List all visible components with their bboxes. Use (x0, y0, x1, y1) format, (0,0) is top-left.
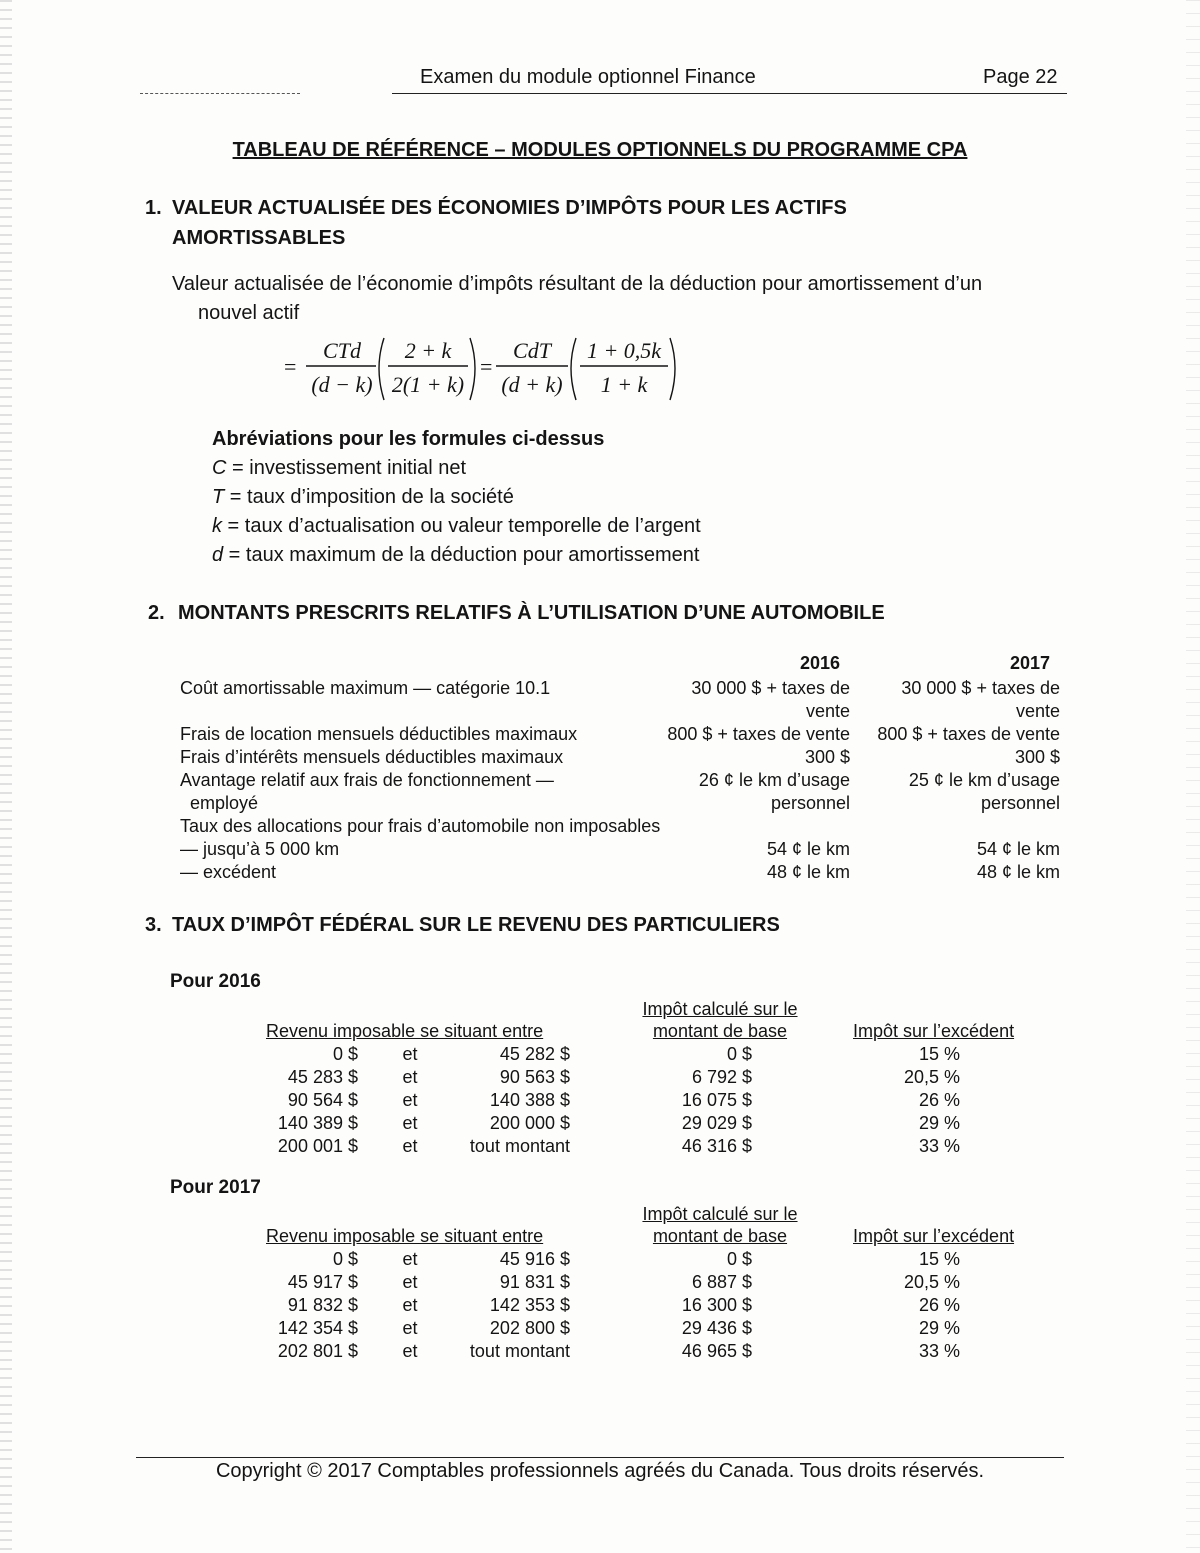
tax-and: et (402, 1067, 418, 1087)
tax-and: et (402, 1044, 418, 1064)
tax-rate: 33 % (918, 1136, 960, 1156)
tax-rate: 15 % (918, 1044, 960, 1064)
tax-rate: 20,5 % (903, 1272, 960, 1292)
auto-row-label: — jusqu’à 5 000 km (180, 839, 340, 859)
formula-num2: 2 + k (404, 338, 452, 363)
auto-row-2017: 800 $ + taxes de vente (877, 724, 1060, 744)
formula-num4: 1 + 0,5k (586, 338, 662, 363)
auto-row-2016: 54 ¢ le km (766, 839, 850, 859)
auto-row-2017: 300 $ (1014, 747, 1060, 767)
main-title: TABLEAU DE RÉFÉRENCE – MODULES OPTIONNELS DU PROGRAMME CPA (232, 139, 968, 161)
section1-number: 1. (145, 197, 162, 219)
tax-from: 45 917 $ (287, 1272, 358, 1292)
formula-equals-2: = (480, 354, 493, 379)
auto-row-2016: 48 ¢ le km (766, 862, 850, 882)
tax-base: 46 316 $ (681, 1136, 752, 1156)
tax-and: et (402, 1113, 418, 1133)
abbreviation-d: d = taux maximum de la déduction pour amortissement (212, 544, 700, 566)
tax-to: 202 800 $ (489, 1318, 570, 1338)
col-base-tax-cont: montant de base (652, 1226, 788, 1246)
tax-base: 46 965 $ (681, 1341, 752, 1361)
tax-base: 16 300 $ (681, 1295, 752, 1315)
abbreviation-k: k = taux d’actualisation ou valeur temporelle de l’argent (212, 515, 701, 537)
col-base-tax-cont: montant de base (652, 1021, 788, 1041)
auto-row-label: Taux des allocations pour frais d’automobile non imposables (180, 816, 661, 836)
section1-intro-line1: Valeur actualisée de l’économie d’impôts résultant de la déduction pour amortissement d’un (172, 273, 983, 295)
col-base-tax: Impôt calculé sur le (642, 999, 798, 1019)
tax-and: et (402, 1295, 418, 1315)
tax-shield-formula (280, 330, 700, 410)
auto-row-2017: 48 ¢ le km (976, 862, 1060, 882)
tax-rate: 26 % (918, 1090, 960, 1110)
tax-from: 0 $ (332, 1044, 358, 1064)
auto-row-2016: 300 $ (804, 747, 850, 767)
tax-to: tout montant (469, 1136, 570, 1156)
copyright: Copyright © 2017 Comptables professionnels agréés du Canada. Tous droits réservés. (215, 1460, 985, 1482)
tax-to: 91 831 $ (499, 1272, 570, 1292)
tax-table-year: Pour 2017 (170, 1177, 261, 1198)
formula-num1: CTd (323, 338, 361, 363)
tax-base: 29 436 $ (681, 1318, 752, 1338)
tax-and: et (402, 1272, 418, 1292)
section3-number: 3. (145, 914, 162, 936)
tax-to: 200 000 $ (489, 1113, 570, 1133)
tax-to: 140 388 $ (489, 1090, 570, 1110)
auto-row-2016-cont: vente (805, 701, 850, 721)
section1-heading-line2: AMORTISSABLES (172, 227, 346, 249)
formula-equals: = (284, 354, 297, 379)
tax-from: 202 801 $ (277, 1341, 358, 1361)
col-taxable-income: Revenu imposable se situant entre (266, 1226, 544, 1246)
section2-heading: MONTANTS PRESCRITS RELATIFS À L’UTILISATION D’UNE AUTOMOBILE (178, 602, 885, 624)
auto-row-2017-cont: vente (1015, 701, 1060, 721)
tax-and: et (402, 1341, 418, 1361)
section3-heading: TAUX D’IMPÔT FÉDÉRAL SUR LE REVENU DES PARTICULIERS (172, 914, 780, 936)
tax-rate: 29 % (918, 1113, 960, 1133)
tax-rate: 20,5 % (903, 1067, 960, 1087)
col-excess-tax: Impôt sur l’excédent (853, 1021, 1015, 1041)
page-number: Page 22 (983, 66, 1058, 88)
header-dash-rule (140, 93, 300, 94)
tax-base: 0 $ (726, 1249, 752, 1269)
scan-artifact-left (0, 0, 12, 1553)
tax-base: 0 $ (726, 1044, 752, 1064)
auto-row-2017: 25 ¢ le km d’usage (908, 770, 1060, 790)
tax-to: 45 282 $ (499, 1044, 570, 1064)
tax-to: 90 563 $ (499, 1067, 570, 1087)
tax-from: 142 354 $ (277, 1318, 358, 1338)
auto-row-2016: 26 ¢ le km d’usage (698, 770, 850, 790)
auto-row-2017: 30 000 $ + taxes de (901, 678, 1060, 698)
col-excess-tax: Impôt sur l’excédent (853, 1226, 1015, 1246)
auto-row-label: Coût amortissable maximum — catégorie 10.1 (180, 678, 551, 698)
formula-den3: (d + k) (501, 372, 563, 397)
tax-and: et (402, 1318, 418, 1338)
col-taxable-income: Revenu imposable se situant entre (266, 1021, 544, 1041)
auto-row-label: Frais d’intérêts mensuels déductibles maximaux (180, 747, 564, 767)
auto-row-2017: 54 ¢ le km (976, 839, 1060, 859)
section2-number: 2. (148, 602, 165, 624)
auto-row-label-cont: employé (190, 793, 259, 813)
tax-to: tout montant (469, 1341, 570, 1361)
tax-and: et (402, 1136, 418, 1156)
tax-base: 29 029 $ (681, 1113, 752, 1133)
tax-rate: 33 % (918, 1341, 960, 1361)
tax-from: 200 001 $ (277, 1136, 358, 1156)
auto-row-label: Frais de location mensuels déductibles maximaux (180, 724, 578, 744)
header-rule (392, 93, 1067, 94)
abbreviation-t: T = taux d’imposition de la société (212, 486, 514, 508)
section1-intro-line2: nouvel actif (198, 302, 300, 324)
tax-base: 6 792 $ (691, 1067, 752, 1087)
col-base-tax: Impôt calculé sur le (642, 1204, 798, 1224)
scan-artifact-right (1186, 0, 1200, 1553)
tax-from: 90 564 $ (287, 1090, 358, 1110)
auto-row-2016: 30 000 $ + taxes de (691, 678, 850, 698)
header-title: Examen du module optionnel Finance (420, 66, 756, 88)
tax-table-year: Pour 2016 (170, 971, 261, 992)
section1-heading-line1: VALEUR ACTUALISÉE DES ÉCONOMIES D’IMPÔTS POUR LES ACTIFS (172, 197, 847, 219)
tax-from: 91 832 $ (287, 1295, 358, 1315)
auto-row-2016-cont: personnel (770, 793, 850, 813)
auto-row-label: — excédent (180, 862, 277, 882)
formula-den2: 2(1 + k) (391, 372, 465, 397)
tax-to: 142 353 $ (489, 1295, 570, 1315)
abbreviations-title: Abréviations pour les formules ci-dessus (212, 428, 605, 450)
formula-den1: (d − k) (311, 372, 373, 397)
formula-den4: 1 + k (600, 372, 648, 397)
tax-from: 0 $ (332, 1249, 358, 1269)
tax-and: et (402, 1090, 418, 1110)
tax-from: 45 283 $ (287, 1067, 358, 1087)
auto-col-2016: 2016 (799, 653, 840, 673)
auto-col-2017: 2017 (1009, 653, 1050, 673)
auto-row-2016: 800 $ + taxes de vente (667, 724, 850, 744)
tax-and: et (402, 1249, 418, 1269)
abbreviation-c: C = investissement initial net (212, 457, 467, 479)
tax-base: 6 887 $ (691, 1272, 752, 1292)
tax-rate: 26 % (918, 1295, 960, 1315)
tax-base: 16 075 $ (681, 1090, 752, 1110)
footer-rule (136, 1457, 1064, 1458)
auto-row-2017-cont: personnel (980, 793, 1060, 813)
tax-rate: 15 % (918, 1249, 960, 1269)
tax-from: 140 389 $ (277, 1113, 358, 1133)
auto-row-label: Avantage relatif aux frais de fonctionnement — (180, 770, 554, 790)
formula-num3: CdT (513, 338, 551, 363)
tax-to: 45 916 $ (499, 1249, 570, 1269)
tax-rate: 29 % (918, 1318, 960, 1338)
